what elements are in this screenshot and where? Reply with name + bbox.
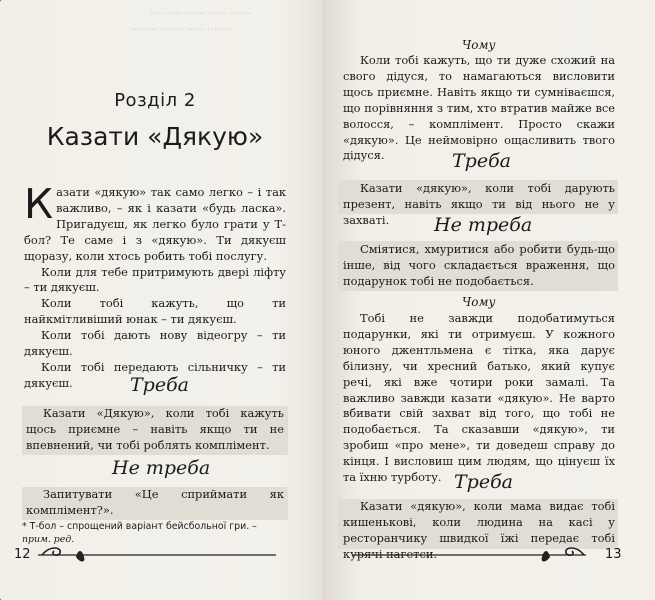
ne-treba-text-right: Сміятися, хмуритися або робити будь-що інше, від чого складається враження, що подарунок тобі не подобається. [343, 242, 615, 288]
heading-ne-treba: Не треба [112, 457, 211, 479]
footnote-text: Т-бол – спрощений варіант бейсбольної гри. – [29, 521, 257, 532]
treba-paragraph [26, 406, 284, 454]
heading-treba: Треба [130, 374, 190, 396]
chomu-1-text: Коли тобі кажуть, що ти дуже схожий на свого дідуся, то намагаються висловити щось приємне. Навіть якщо ти сумніваєшся, що порівняння з тим, хто втратив майже все волосся, – комплімент. Просто скажи «дякую». Це неймовірно ощасливить твого дідуся. [343, 53, 615, 163]
heading-treba-right-2: Треба [454, 471, 514, 493]
footer-ornament-left [36, 541, 280, 563]
footnote-mark: * [22, 521, 27, 532]
intro-text: азати «дякую» так само легко – і так важливо, – як і казати «будь ласка». Пригадуєш, як легко було грати у Т-бол? Те саме і з «дякую». Ти дякуєш щоразу, коли хтось робить тобі послугу. [24, 185, 286, 263]
chomu-2-text: Тобі не завжди подобатимуться подарунки, які ти отримуєш. У кожного юного джентльмена є тітка, яка дарує білизну, чи хресний батько, який купує речі, які вже чотири роки замалі. Та важливо завжди казати «дякую». Не варто вбивати свій захват від того, що тобі не подобається. Та сказавши «дякую», ти зробиш «про мене», ти доведеш справу до кінця. І висловиш цим людям, що цінуєш їх та їхню турботу. [343, 311, 615, 485]
ne-treba-paragraph-right [343, 242, 615, 290]
chapter-title: Казати «Дякую» [46, 122, 264, 151]
heading-ne-treba-right: Не треба [434, 214, 533, 236]
treba-text: Казати «Дякую», коли тобі кажуть щось приємне – навіть якщо ти не впевнений, чи тобі роблять комплімент. [26, 406, 284, 452]
treba-text-right: Казати «дякую», коли тобі дарують презент, навіть якщо ти від нього не у захваті. [343, 181, 615, 227]
footer-ornament-right [350, 541, 590, 563]
paragraph-elevator: Коли для тебе притримують двері ліфту – ти дякуєш. [24, 264, 286, 295]
left-page [0, 0, 322, 600]
heading-chomu-2: Чому [462, 295, 496, 309]
show-through-text: ··· ····· ······ ····· ······ [150, 7, 252, 20]
paragraph-compliment: Коли тобі кажуть, що ти найкмітливіший юнак – ти дякуєш. [24, 296, 286, 327]
chomu-1-paragraph [343, 53, 615, 164]
treba-text-right-2: Казати «дякую», коли мама видає тобі кишенькові, коли людина на касі у ресторанчику швидкої їжі передає тобі курячі нагетси. [343, 499, 615, 561]
heading-treba-right: Треба [452, 150, 512, 172]
page-number-right: 13 [605, 547, 622, 562]
ne-treba-paragraph [26, 487, 284, 519]
show-through-text: ········ ······ ····· ······· [130, 23, 232, 36]
page-number-left: 12 [14, 547, 31, 562]
drop-cap: К [24, 180, 54, 228]
right-page [322, 0, 655, 600]
chomu-2-paragraph [343, 311, 615, 486]
heading-chomu-1: Чому [462, 38, 496, 52]
intro-paragraph [24, 180, 286, 392]
ne-treba-text: Запитувати «Це сприймати як комплімент?». [26, 487, 284, 517]
paragraph-videogame: Коли тобі дають нову відеогру – ти дякуєш. [24, 328, 286, 359]
chapter-label: Розділ 2 [114, 90, 196, 111]
paragraph-salt: Коли тобі передають сільничку – ти дякуєш. [24, 359, 286, 390]
footnote-editor-note: прим. ред. [22, 534, 75, 545]
